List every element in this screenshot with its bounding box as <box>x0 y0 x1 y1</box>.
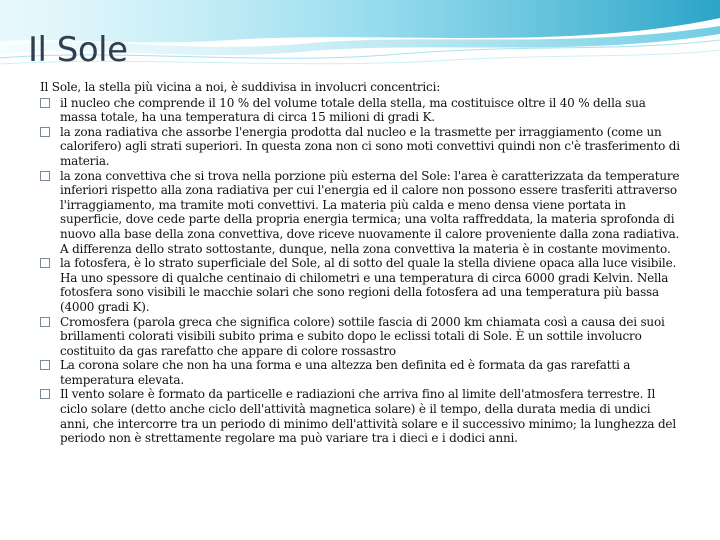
bullet-item-vento-solare <box>40 387 680 445</box>
intro-text: Il Sole, la stella più vicina a noi, è suddivisa in involucri concentrici: <box>40 80 441 94</box>
bullet-box-icon <box>40 127 50 137</box>
bullet-list <box>40 96 680 446</box>
bullet-box-icon <box>40 171 50 181</box>
bullet-text: la zona radiativa che assorbe l'energia prodotta dal nucleo e la trasmette per irraggiamento (come un calorifero) agli strati superiori. In questa zona non ci sono moti convettivi quindi non c'è trasferimento di materia. <box>60 124 680 168</box>
bullet-text: Cromosfera (parola greca che significa colore) sottile fascia di 2000 km chiamata così a causa dei suoi brillamenti colorati visibili subito prima e subito dopo le eclissi totali di Sole. È un sottile involucro costituito da gas rarefatto che appare di colore rossastro <box>60 314 665 358</box>
bullet-item-nucleo <box>40 96 680 125</box>
bullet-text: la fotosfera, è lo strato superficiale del Sole, al di sotto del quale la stella diviene opaca alla luce visibile. Ha uno spessore di qualche centinaio di chilometri e una temperatura di circa 6000 gradi Kelvin. Nella fotosfera sono visibili le macchie solari che sono regioni della fotosfera ad una temperatura più bassa (4000 gradi K). <box>60 256 677 314</box>
bullet-text: La corona solare che non ha una forma e una altezza ben definita ed è formata da gas rarefatti a temperatura elevata. <box>60 358 631 387</box>
bullet-item-fotosfera <box>40 256 680 314</box>
bullet-box-icon <box>40 389 50 399</box>
bullet-box-icon <box>40 317 50 327</box>
slide-title: Il Sole <box>28 30 128 70</box>
bullet-box-icon <box>40 258 50 268</box>
bullet-item-zona-convettiva <box>40 169 680 257</box>
bullet-box-icon <box>40 98 50 108</box>
bullet-text: la zona convettiva che si trova nella porzione più esterna del Sole: l'area è caratterizzata da temperature inferiori rispetto alla zona radiativa per cui l'energia ed il calore non possono essere trasferiti attraverso l'irraggiamento, ma tramite moti convettivi. La materia più calda e meno densa viene portata in superficie, dove cede parte della propria energia termica; una volta raffreddata, la materia sprofonda di nuovo alla base della zona convettiva, dove riceve nuovamente il calore proveniente dalla zona radiativa. A differenza dello strato sottostante, dunque, nella zona convettiva la materia è in costante movimento. <box>60 168 680 256</box>
slide-body <box>40 80 680 446</box>
bullet-item-corona <box>40 358 680 387</box>
bullet-text: Il vento solare è formato da particelle e radiazioni che arriva fino al limite dell'atmosfera terrestre. Il ciclo solare (detto anche ciclo dell'attività magnetica solare) è il tempo, della durata media di undici anni, che intercorre tra un periodo di minimo dell'attività solare e il successivo minimo; la lunghezza del periodo non è strettamente regolare ma può variare tra i dieci e i dodici anni. <box>60 387 676 446</box>
bullet-box-icon <box>40 360 50 370</box>
bullet-text: il nucleo che comprende il 10 % del volume totale della stella, ma costituisce oltre il 40 % della sua massa totale, ha una temperatura di circa 15 milioni di gradi K. <box>60 95 646 125</box>
bullet-item-cromosfera <box>40 315 680 359</box>
bullet-item-zona-radiativa <box>40 125 680 169</box>
